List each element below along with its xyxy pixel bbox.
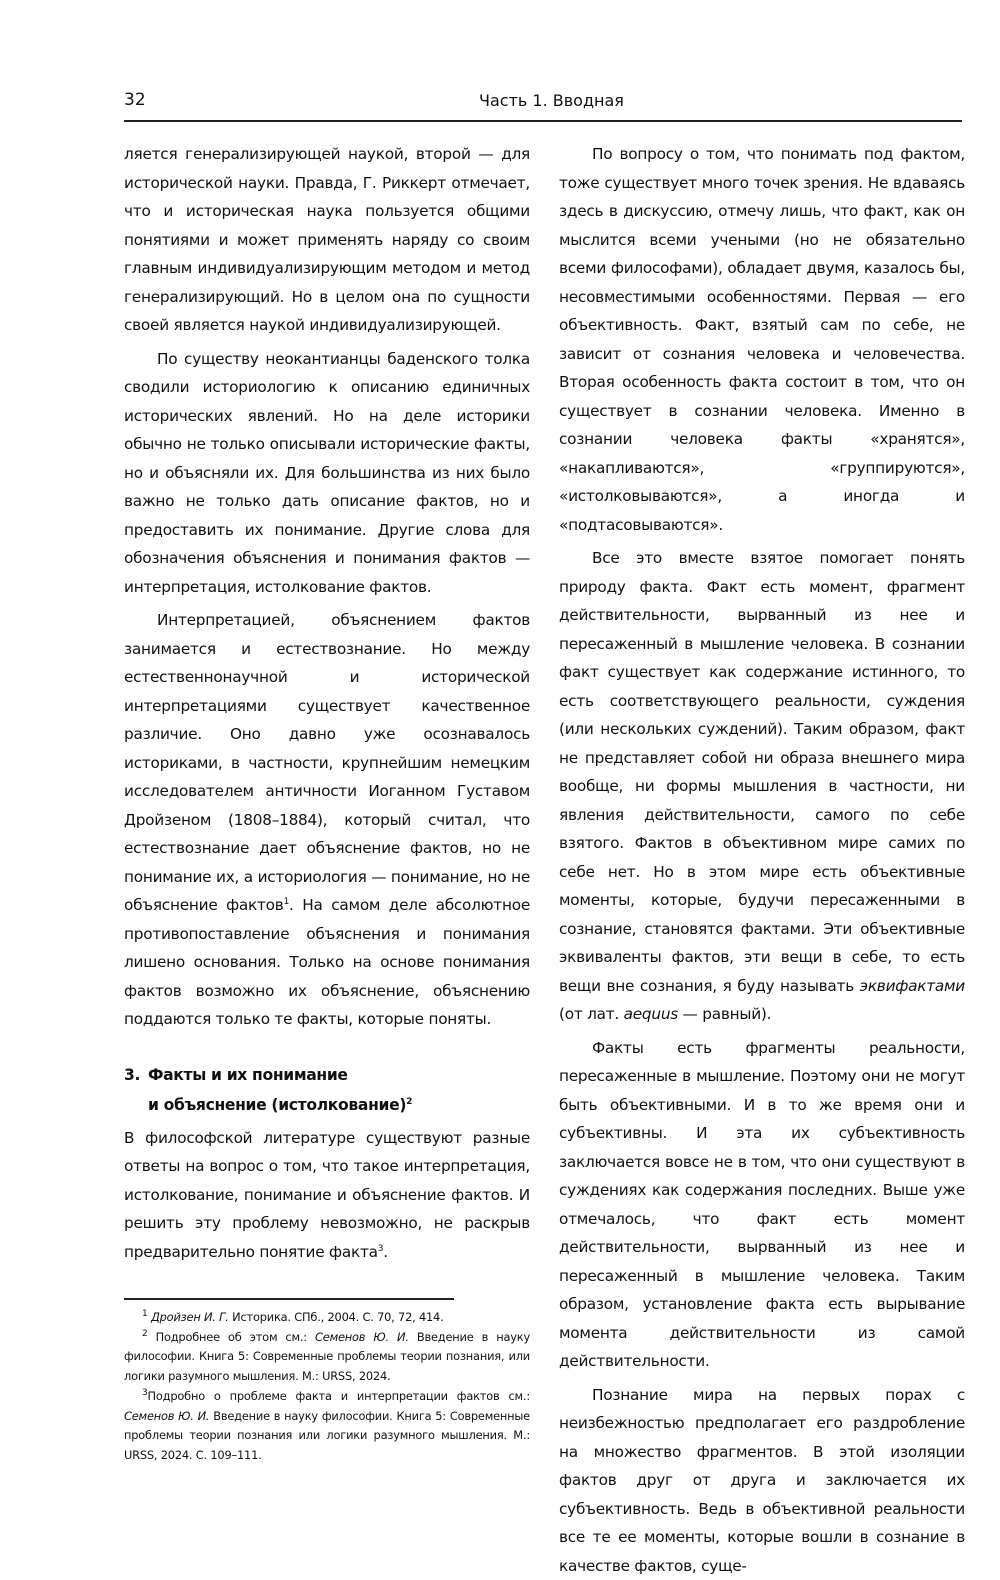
right-column [559,140,965,1580]
section-number: 3. [124,1060,148,1090]
paragraph-text: Все это вместе взятое помогает понять природу факта. Факт есть момент, фрагмент действительности, вырванный из нее и пересаженный в мышление человека. В сознании факт существует как содержание истинного, то есть соответствующего реальности, суждения (или нескольких суждений). Таким образом, факт не представляет собой ни образа внешнего мира вообще, ни формы мышления в частности, ни явления действительности, самого по себе взятого. Фактов в объективном мире самих по себе нет. Но в этом мире есть объективные моменты, которые, будучи пересаженными в сознание, становятся фактами. Эти объективные эквиваленты фактов, эти вещи в себе, то есть вещи вне сознания, я буду называть [559,549,965,995]
paragraph: Факты есть фрагменты реальности, пересаженные в мышление. Поэтому они не могут быть объективными. И в то же время они и субъективны. И эта их субъективность заключается вовсе не в том, что они существуют в суждениях как содержания последних. Выше уже отмечалось, что факт есть момент действительности, вырванный из нее и пересаженный в мышление человека. Таким образом, установление факта есть вырывание момента действительности из самой действительности. [559,1034,965,1376]
footnote-number: 3 [142,1388,148,1398]
running-head: Часть 1. Вводная [479,91,624,110]
footnote-mark: 3 [378,1243,383,1253]
footnote-text: Введение в науку философии. Книга 5: Современные проблемы теории познания, или логики разумного мышления. М.: URSS, 2024. [124,1330,530,1383]
paragraph: По вопросу о том, что понимать под фактом, тоже существует много точек зрения. Не вдаваясь здесь в дискуссию, отмечу лишь, что факт, как он мыслится всеми учеными (но не обязательно всеми философами), обладает двумя, казалось бы, несовместимыми особенностями. Первая — его объективность. Факт, взятый сам по себе, не зависит от сознания человека и человечества. Вторая особенность факта состоит в том, что он существует в сознании человека. Именно в сознании человека факты «хранятся», «накапливаются», «группируются», «истолковываются», а иногда и «подтасовываются». [559,140,965,539]
footnote-mark: 1 [284,897,289,907]
term-italic: эквифактами [860,977,965,995]
latin-word: aequus [624,1005,678,1023]
paragraph: Познание мира на первых порах с неизбежностью предполагает его раздробление на множество фрагментов. В этой изоляции фактов друг от друга и заключается их субъективность. Ведь в объективной реальности все те ее моменты, которые вошли в сознание в качестве фактов, суще- [559,1381,965,1580]
footnote-lead: Подробно о проблеме факта и интерпретации фактов см.: [148,1389,530,1403]
footnote-author: Дройзен И. Г. [151,1310,229,1324]
footnote-author: Семенов Ю. И. [124,1409,209,1423]
paragraph: В философской литературе существуют разные ответы на вопрос о том, что такое интерпретация, истолкование, понимание и объяснение фактов. И решить эту проблему невозможно, не раскрыв предварительно понятие факта$^3$. [124,1124,530,1267]
footnote-text: Историка. СПб., 2004. С. 70, 72, 414. [232,1310,443,1324]
paragraph: Интерпретацией, объяснением фактов занимается и естествознание. Но между естественнонаучной и исторической интерпретациями существует качественное различие. Оно давно уже осознавалось историками, в частности, крупнейшим немецким исследователем античности Иоганном Густавом Дройзеном (1808–1884), который считал, что естествознание дает объяснение фактов, но не понимание их, а историология — понимание, но не объяснение фактов$^1$. На самом деле абсолютное противопоставление объяснения и понимания лишено основания. Только на основе понимания фактов возможно их объяснение, объяснению поддаются только те факты, которые поняты. [124,606,530,1034]
footnote-divider [124,1298,454,1300]
footnote [124,1308,530,1328]
paragraph: ляется генерализирующей наукой, второй — для исторической науки. Правда, Г. Риккерт отмечает, что и историческая наука пользуется общими понятиями и может применять наряду со своим главным индивидуализирующим методом и метод генерализирующий. Но в целом она по сущности своей является наукой индивидуализирующей. [124,140,530,340]
footnote-number: 1 [142,1309,148,1319]
paragraph: По существу неокантианцы баденского толка сводили историологию к описанию единичных исторических явлений. Но на деле историки обычно не только описывали исторические факты, но и объясняли их. Для большинства из них было важно не только дать описание фактов, но и предоставить их понимание. Другие слова для обозначения объяснения и понимания фактов — интерпретация, истолкование фактов. [124,345,530,602]
footnote-author: Семенов Ю. И. [315,1330,409,1344]
paragraph-text: — равный). [678,1005,771,1023]
footnote-lead: Подробнее об этом см.: [156,1330,307,1344]
paragraph-text: Интерпретацией, объяснением фактов занимается и естествознание. Но между естественнонаучной и исторической интерпретациями существует качественное различие. Оно давно уже осознавалось историками, в частности, крупнейшим немецким исследователем античности Иоганном Густавом Дройзеном (1808–1884), который считал, что естествознание дает объяснение фактов, но не понимание их, а историология — понимание, но не объяснение фактов [124,611,530,914]
footnote-mark: 2 [406,1096,412,1106]
paragraph-text: На самом деле абсолютное противопоставление объяснения и понимания лишено основания. Только на основе понимания фактов возможно их объяснение, объяснению поддаются только те факты, которые поняты. [124,896,530,1028]
section-title-line-2: и объяснение (истолкование) [124,1096,406,1114]
footnote [124,1387,530,1466]
footnote [124,1328,530,1387]
footnotes [124,1308,530,1466]
paragraph [559,544,965,1029]
page-header [124,88,962,122]
left-column [124,140,530,1466]
paragraph-text: (от лат. [559,1005,624,1023]
page-number: 32 [124,90,146,110]
paragraph-text: В философской литературе существуют разные ответы на вопрос о том, что такое интерпретация, истолкование, понимание и объяснение фактов. И решить эту проблему невозможно, не раскрыв предварительно понятие факта [124,1129,530,1261]
section-heading [124,1060,530,1120]
section-title-line-1: Факты и их понимание [148,1066,348,1084]
footnote-text: Введение в науку философии. Книга 5: Современные проблемы теории познания или логики разумного мышления. М.: URSS, 2024. С. 109–111. [124,1409,530,1462]
footnote-number: 2 [142,1329,148,1339]
